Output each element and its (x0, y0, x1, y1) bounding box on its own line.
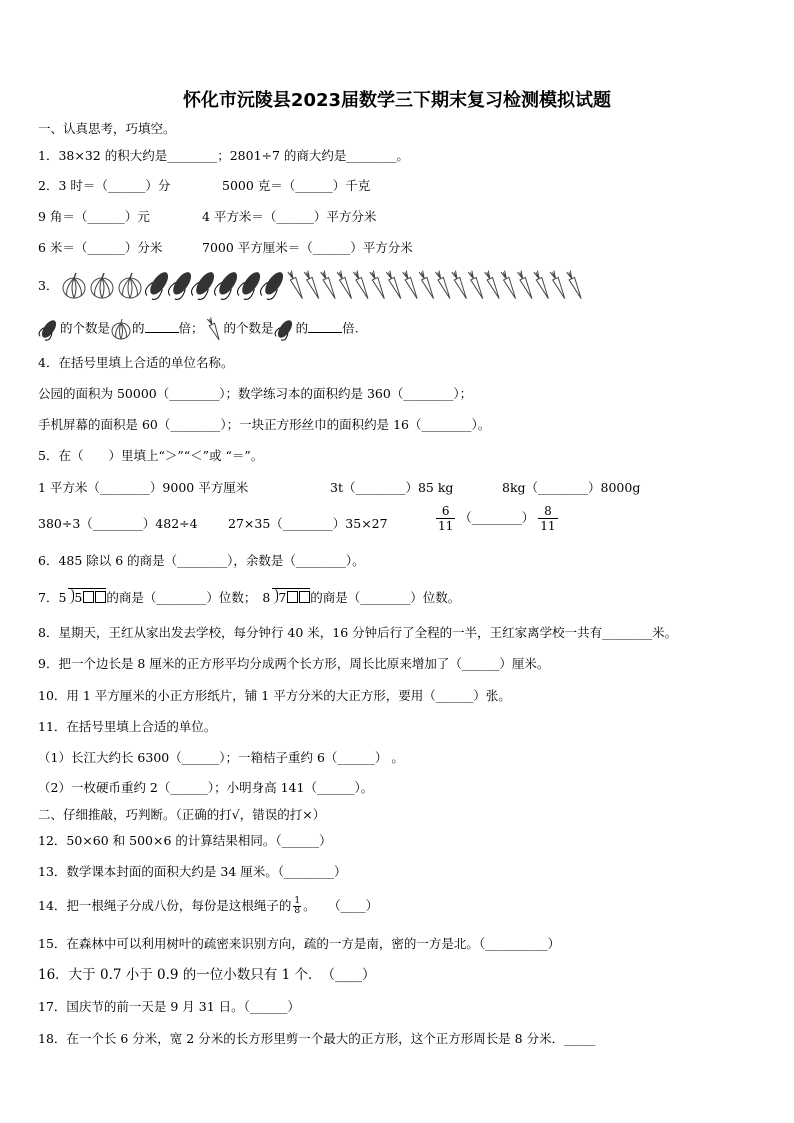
question-2-d: 4 平方米＝（______）平方分米 (202, 209, 377, 224)
question-5-a: 1 平方米（________）9000 平方厘米 (38, 480, 249, 495)
question-2-a: 2．3 时＝（______）分 (38, 178, 171, 193)
question-3-icon-row (62, 268, 592, 302)
question-11-2: （2）一枚硬币重约 2（______）；小明身高 141（______）。 (38, 780, 374, 795)
corn-icon (235, 268, 264, 301)
corn-icon (38, 317, 60, 341)
question-13: 13．数学课本封面的面积大约是 34 厘米。（________） (38, 864, 347, 879)
long-division-2: 7 (272, 588, 310, 607)
divisor: 5 (58, 590, 67, 605)
question-5-d: 380÷3（________）482÷4 (38, 516, 198, 531)
question-5-c: 8kg（________）8000g (502, 480, 641, 495)
carrot-icon (320, 270, 338, 300)
carrot-icon (385, 270, 403, 300)
carrot-icon (369, 270, 387, 300)
question-11: 11．在括号里填上合适的单位。 (38, 719, 217, 734)
carrot-icon (402, 270, 420, 300)
question-2-e: 6 米＝（______）分米 (38, 240, 163, 255)
question-16: 16．大于 0.7 小于 0.9 的一位小数只有 1 个． （____） (38, 967, 376, 983)
corn-icon (274, 317, 296, 341)
fraction: $\frac{6}{11}$ (438, 504, 454, 533)
q3-text-3: 倍； (178, 320, 204, 336)
q3-text-1: 的个数是 (60, 320, 111, 336)
q3-text-2: 的 (132, 320, 145, 336)
corn-icon (143, 268, 172, 301)
question-5: 5．在（ ）里填上“＞”“＜”或 “＝”。 (38, 448, 264, 463)
question-5-f (432, 504, 562, 533)
question-4-b: 手机屏幕的面积是 60（________）；一块正方形丝巾的面积约是 16（________）。 (38, 417, 491, 432)
carrot-icon (533, 270, 551, 300)
question-2-f: 7000 平方厘米＝（______）平方分米 (202, 240, 413, 255)
question-5-e: 27×35（________）35×27 (228, 516, 388, 531)
carrot-icon (336, 270, 354, 300)
q3-text-6: 倍. (342, 320, 359, 336)
question-3-line (38, 316, 359, 342)
pumpkin-icon (91, 273, 113, 298)
pumpkin-icon (63, 273, 85, 298)
carrot-icon (287, 270, 305, 300)
question-17: 17．国庆节的前一天是 9 月 31 日。（______） (38, 999, 300, 1014)
question-5-b: 3t（________）85 kg (330, 480, 454, 495)
question-7: 7．5 5 的商是（________）位数； 8 7 的商是（________）位数。 (38, 590, 461, 605)
question-4: 4．在括号里填上合适的单位名称。 (38, 355, 234, 370)
corn-icon (189, 268, 218, 301)
question-3-number: 3． (38, 278, 59, 293)
question-1: 1．38×32 的积大约是________；2801÷7 的商大约是________。 (38, 148, 409, 163)
answer-blank[interactable] (145, 320, 179, 333)
corn-icon (258, 268, 287, 301)
fraction: $\frac{8}{11}$ (540, 504, 556, 533)
carrot-icon (204, 316, 224, 342)
carrot-icon (353, 270, 371, 300)
carrot-icon (566, 270, 584, 300)
q3-text-4: 的个数是 (223, 320, 274, 336)
carrot-icon (517, 270, 535, 300)
question-2-b: 5000 克＝（______）千克 (222, 178, 371, 193)
compare-blank[interactable]: （________） (459, 510, 535, 525)
section-heading-2: 二、仔细推敲，巧判断。（正确的打√，错误的打×） (38, 807, 326, 822)
carrot-icon (418, 270, 436, 300)
question-4-a: 公园的面积为 50000（________）；数学练习本的面积约是 360（________）； (38, 386, 473, 401)
answer-blank[interactable] (308, 320, 342, 333)
carrot-icon (451, 270, 469, 300)
divisor: 8 (262, 590, 271, 605)
carrot-icon (549, 270, 567, 300)
question-14: 14．把一根绳子分成八份，每份是这根绳子的 $\frac{1}{8}$ 。 （____） (38, 896, 379, 916)
question-6: 6．485 除以 6 的商是（________），余数是（________）。 (38, 553, 365, 568)
question-8: 8．星期天，王红从家出发去学校，每分钟行 40 米，16 分钟后行了全程的一半，王红家离学校一共有________米。 (38, 625, 678, 640)
question-9: 9．把一个边长是 8 厘米的正方形平均分成两个长方形，周长比原来增加了（______）厘米。 (38, 656, 550, 671)
carrot-icon (484, 270, 502, 300)
question-10: 10．用 1 平方厘米的小正方形纸片，铺 1 平方分米的大正方形，要用（______）张。 (38, 688, 511, 703)
long-division-1: 5 (68, 588, 106, 607)
carrot-icon (435, 270, 453, 300)
page-title: 怀化市沅陵县2023届数学三下期末复习检测模拟试题 (182, 90, 612, 111)
fraction: $\frac{1}{8}$ (294, 896, 301, 916)
corn-icon (212, 268, 241, 301)
question-18: 18．在一个长 6 分米，宽 2 分米的长方形里剪一个最大的正方形，这个正方形周长是 8 分米．_____ (38, 1031, 596, 1046)
pumpkin-icon (110, 317, 132, 341)
section-heading-1: 一、认真思考，巧填空。 (38, 121, 176, 136)
question-15: 15．在森林中可以利用树叶的疏密来识别方向，疏的一方是南，密的一方是北。（__________） (38, 936, 561, 951)
carrot-icon (467, 270, 485, 300)
question-12: 12．50×60 和 500×6 的计算结果相同。（______） (38, 833, 332, 848)
pumpkin-icon (119, 273, 141, 298)
carrot-icon (303, 270, 321, 300)
q3-text-5: 的 (295, 320, 309, 336)
carrot-icon (500, 270, 518, 300)
question-2-c: 9 角＝（______）元 (38, 209, 150, 224)
question-11-1: （1）长江大约长 6300（______）；一箱桔子重约 6（______） 。 (38, 750, 404, 765)
corn-icon (166, 268, 195, 301)
